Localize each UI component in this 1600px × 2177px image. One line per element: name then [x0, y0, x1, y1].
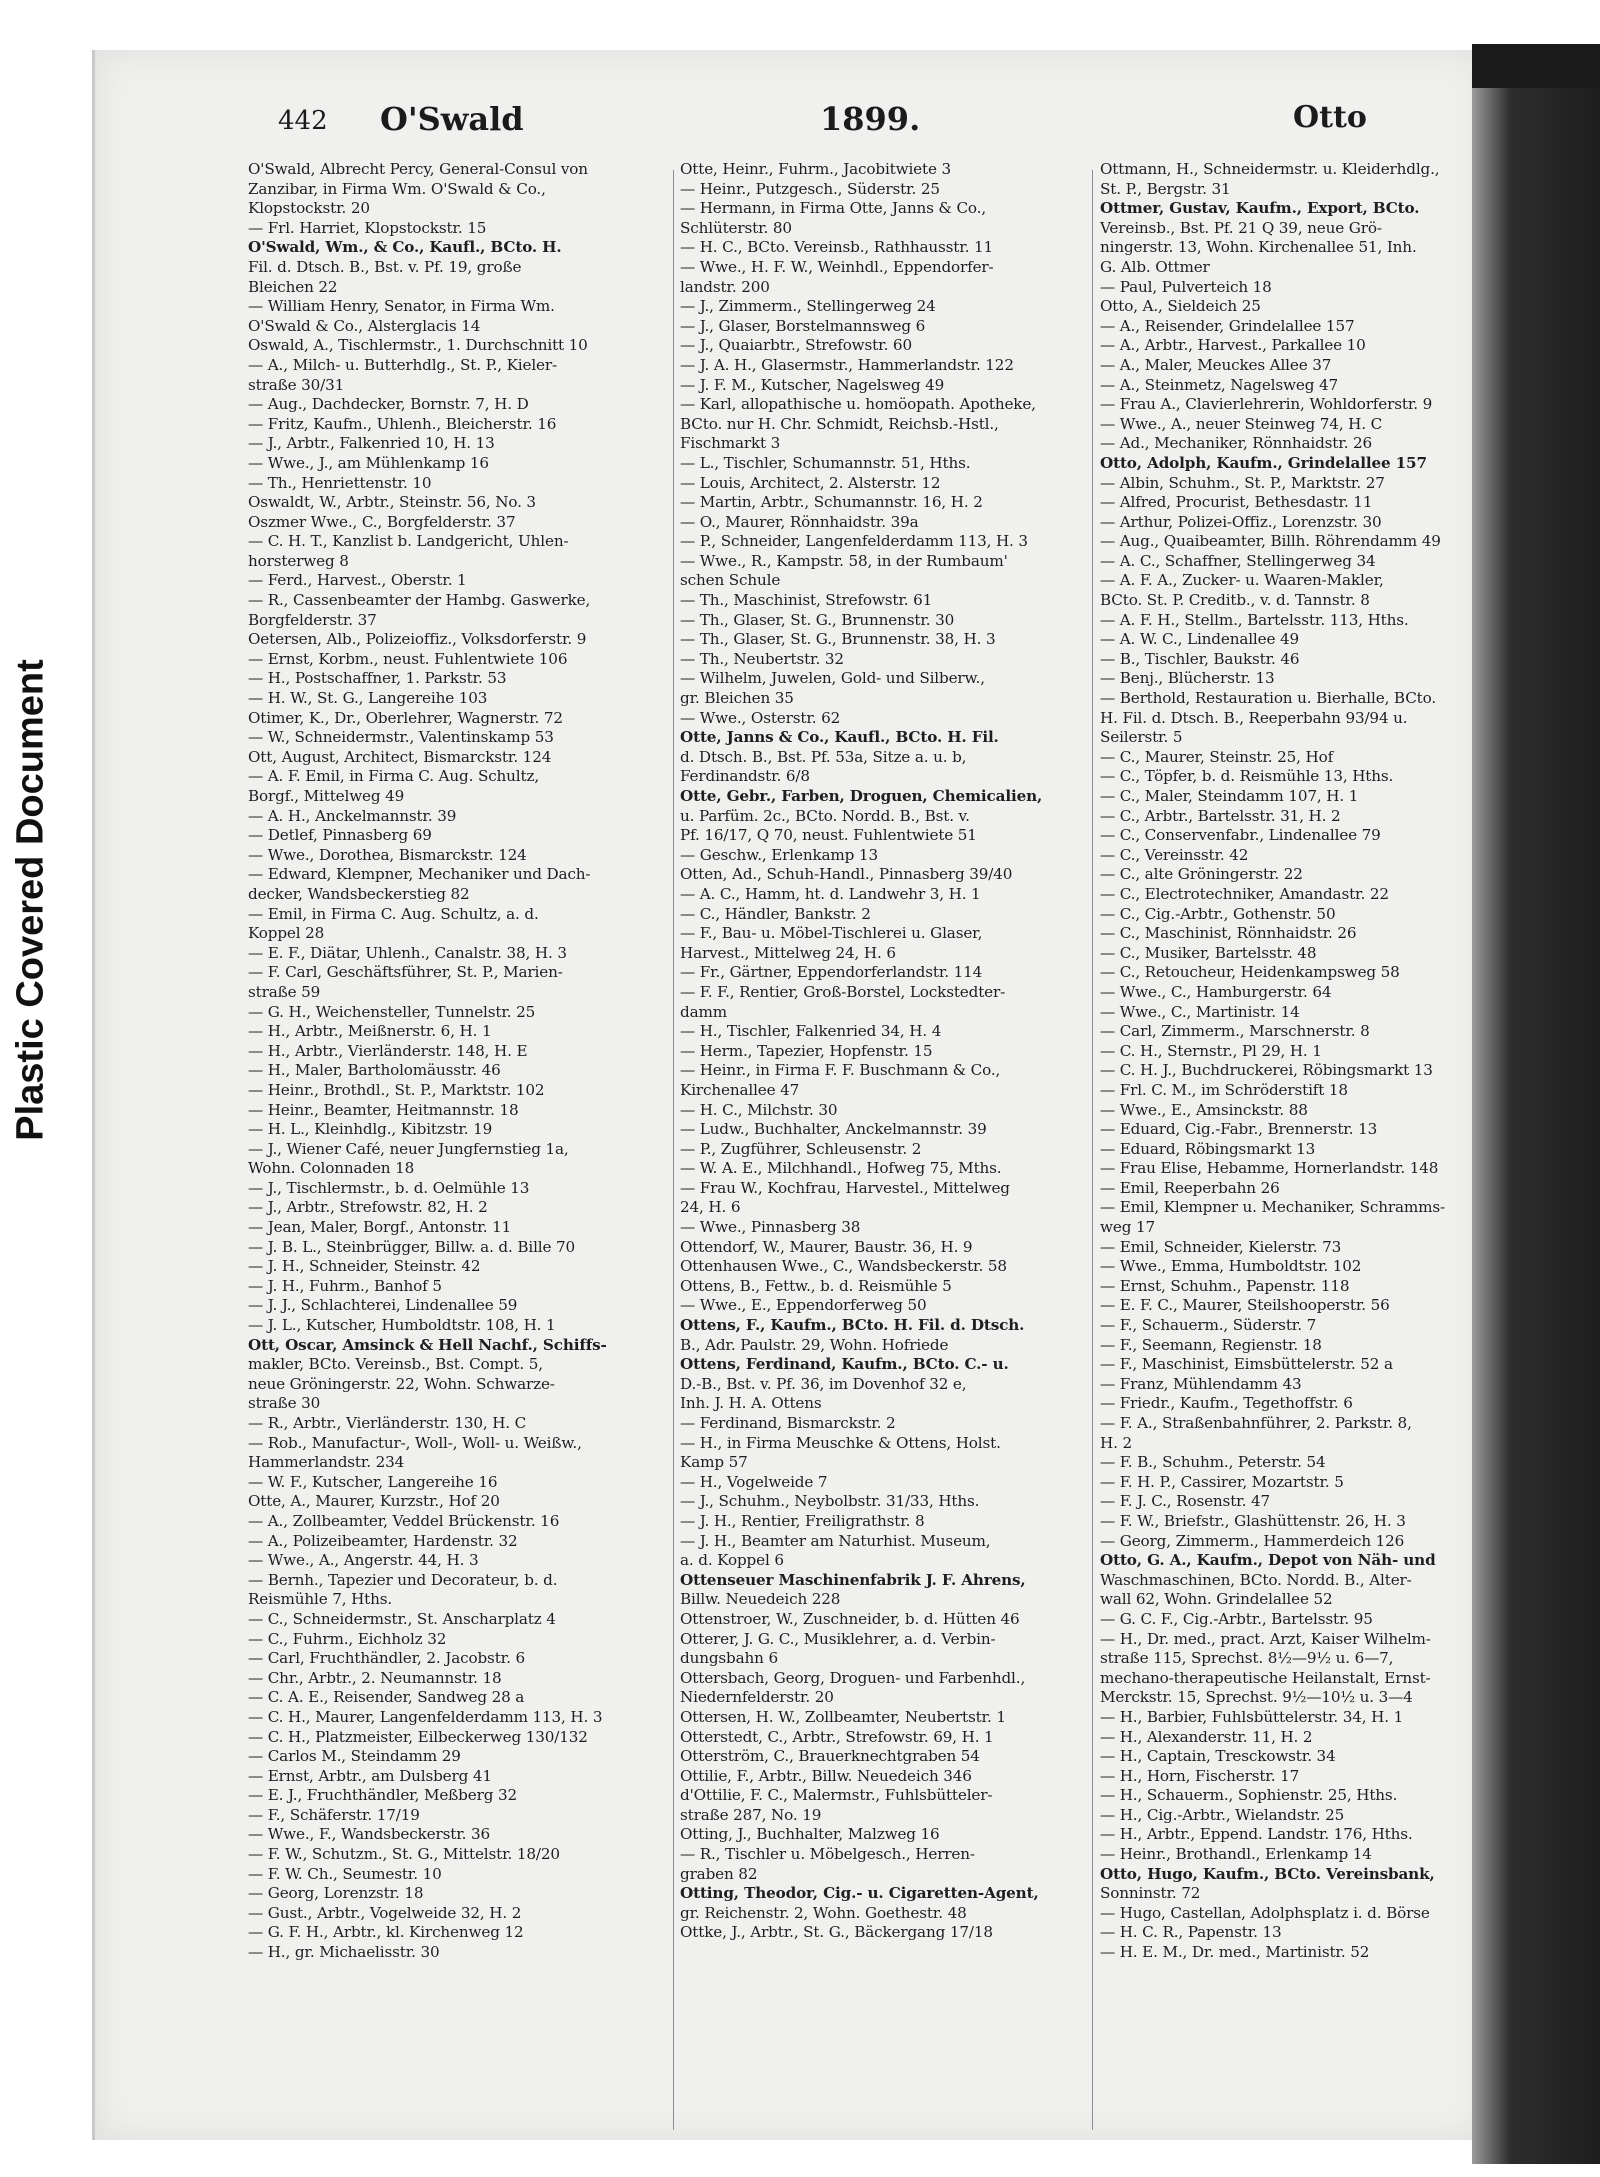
- directory-entry: — H., in Firma Meuschke & Ottens, Holst.: [680, 1433, 1001, 1452]
- directory-entry: — Wwe., E., Amsinckstr. 88: [1100, 1100, 1308, 1119]
- directory-entry: — C., Töpfer, b. d. Reismühle 13, Hths.: [1100, 767, 1394, 786]
- directory-entry: — Th., Glaser, St. G., Brunnenstr. 30: [680, 610, 955, 629]
- directory-entry: — A., Polizeibeamter, Hardenstr. 32: [248, 1531, 518, 1550]
- directory-entry: — H., Arbtr., Meißnerstr. 6, H. 1: [248, 1022, 492, 1041]
- directory-entry: — F. W., Briefstr., Glashüttenstr. 26, H. 3: [1100, 1511, 1406, 1530]
- directory-entry: — Franz, Mühlendamm 43: [1100, 1374, 1302, 1393]
- directory-entry: — H., Dr. med., pract. Arzt, Kaiser Wilhelm-: [1100, 1629, 1431, 1648]
- directory-entry: Oszmer Wwe., C., Borgfelderstr. 37: [248, 512, 516, 531]
- directory-entry: — G. C. F., Cig.-Arbtr., Bartelsstr. 95: [1100, 1609, 1373, 1628]
- directory-entry: neue Gröningerstr. 22, Wohn. Schwarze-: [248, 1374, 555, 1393]
- directory-entry: — Ad., Mechaniker, Rönnhaidstr. 26: [1100, 434, 1373, 453]
- directory-entry: — Herm., Tapezier, Hopfenstr. 15: [680, 1041, 933, 1060]
- directory-entry: — Ernst, Korbm., neust. Fuhlentwiete 106: [248, 649, 568, 668]
- directory-entry: — F. H. P., Cassirer, Mozartstr. 5: [1100, 1472, 1344, 1491]
- directory-entry: horsterweg 8: [248, 551, 349, 570]
- directory-entry: decker, Wandsbeckerstieg 82: [248, 884, 470, 903]
- directory-entry: — H. W., St. G., Langereihe 103: [248, 689, 488, 708]
- directory-entry: Wohn. Colonnaden 18: [248, 1159, 415, 1178]
- directory-entry: — C., Maurer, Steinstr. 25, Hof: [1100, 747, 1334, 766]
- directory-entry: — L., Tischler, Schumannstr. 51, Hths.: [680, 453, 971, 472]
- directory-entry: Otte, Heinr., Fuhrm., Jacobitwiete 3: [680, 160, 951, 178]
- directory-entry: H. 2: [1100, 1433, 1132, 1452]
- directory-entry: — F. F., Rentier, Groß-Borstel, Lockstedter-: [680, 982, 1006, 1001]
- directory-entry: Ferdinandstr. 6/8: [680, 767, 810, 786]
- directory-entry: straße 30: [248, 1394, 321, 1413]
- directory-entry: — Benj., Blücherstr. 13: [1100, 669, 1275, 688]
- header-year: 1899.: [820, 100, 921, 138]
- directory-entry: BCto. St. P. Creditb., v. d. Tannstr. 8: [1100, 591, 1370, 610]
- directory-entry: Koppel 28: [248, 924, 325, 943]
- directory-entry: — H., Cig.-Arbtr., Wielandstr. 25: [1100, 1805, 1345, 1824]
- directory-entry: — Wwe., R., Kampstr. 58, in der Rumbaum': [680, 551, 1008, 570]
- directory-entry: a. d. Koppel 6: [680, 1551, 784, 1570]
- directory-entry: weg 17: [1100, 1218, 1155, 1237]
- directory-entry: — H., gr. Michaelisstr. 30: [248, 1943, 440, 1962]
- directory-entry: Borgfelderstr. 37: [248, 610, 377, 629]
- directory-entry: — Carl, Fruchthändler, 2. Jacobstr. 6: [248, 1649, 525, 1668]
- directory-entry: — Wwe., J., am Mühlenkamp 16: [248, 453, 489, 472]
- directory-entry: — H. E. M., Dr. med., Martinistr. 52: [1100, 1943, 1370, 1962]
- directory-entry: — Georg, Lorenzstr. 18: [248, 1884, 424, 1903]
- directory-entry: — Emil, in Firma C. Aug. Schultz, a. d.: [248, 904, 539, 923]
- directory-entry: Kirchenallee 47: [680, 1080, 800, 1099]
- directory-entry: — J., Arbtr., Falkenried 10, H. 13: [248, 434, 495, 453]
- directory-entry: Inh. J. H. A. Ottens: [680, 1394, 822, 1413]
- directory-entry: Hammerlandstr. 234: [248, 1453, 405, 1472]
- directory-entry: — C., Cig.-Arbtr., Gothenstr. 50: [1100, 904, 1336, 923]
- directory-entry: — Berthold, Restauration u. Bierhalle, BCto.: [1100, 689, 1437, 708]
- directory-entry: — William Henry, Senator, in Firma Wm.: [248, 297, 555, 316]
- directory-entry: BCto. nur H. Chr. Schmidt, Reichsb.-Hstl.,: [680, 414, 999, 433]
- directory-entry: Ottenhausen Wwe., C., Wandsbeckerstr. 58: [680, 1257, 1007, 1276]
- directory-entry: Klopstockstr. 20: [248, 199, 370, 218]
- directory-entry: — F., Bau- u. Möbel-Tischlerei u. Glaser,: [680, 924, 983, 943]
- directory-entry: — C., Maschinist, Rönnhaidstr. 26: [1100, 924, 1357, 943]
- directory-entry: Vereinsb., Bst. Pf. 21 Q 39, neue Grö-: [1100, 218, 1382, 237]
- directory-entry: Otting, J., Buchhalter, Malzweg 16: [680, 1825, 940, 1844]
- directory-entry: — F. W. Ch., Seumestr. 10: [248, 1864, 442, 1883]
- directory-entry: — Geschw., Erlenkamp 13: [680, 845, 878, 864]
- directory-entry: Ottmer, Gustav, Kaufm., Export, BCto.: [1100, 199, 1420, 218]
- directory-entry: — Wwe., Pinnasberg 38: [680, 1218, 861, 1237]
- directory-entry: — Emil, Klempner u. Mechaniker, Schramms-: [1100, 1198, 1446, 1217]
- directory-entry: — J., Tischlermstr., b. d. Oelmühle 13: [248, 1178, 530, 1197]
- directory-entry: Zanzibar, in Firma Wm. O'Swald & Co.,: [248, 179, 546, 198]
- directory-entry: — C. H. T., Kanzlist b. Landgericht, Uhlen-: [248, 532, 569, 551]
- directory-entry: Oswald, A., Tischlermstr., 1. Durchschnitt 10: [248, 336, 588, 355]
- directory-entry: — C., Fuhrm., Eichholz 32: [248, 1629, 447, 1648]
- directory-entry: — R., Arbtr., Vierländerstr. 130, H. C: [248, 1414, 527, 1432]
- directory-entry: Sonninstr. 72: [1100, 1884, 1201, 1903]
- directory-entry: — H. C., Milchstr. 30: [680, 1100, 838, 1119]
- directory-entry: straße 30/31: [248, 375, 345, 394]
- directory-entry: — Emil, Reeperbahn 26: [1100, 1178, 1280, 1197]
- directory-entry: — Th., Maschinist, Strefowstr. 61: [680, 591, 933, 610]
- directory-entry: — Th., Henriettenstr. 10: [248, 473, 432, 492]
- directory-entry: Otto, Adolph, Kaufm., Grindelallee 157: [1100, 453, 1427, 472]
- directory-entry: — Edward, Klempner, Mechaniker und Dach-: [248, 865, 591, 884]
- directory-entry: — H., Horn, Fischerstr. 17: [1100, 1766, 1300, 1785]
- directory-entry: — F. B., Schuhm., Peterstr. 54: [1100, 1453, 1326, 1472]
- directory-entry: — Wwe., H. F. W., Weinhdl., Eppendorfer-: [680, 257, 994, 276]
- directory-entry: Borgf., Mittelweg 49: [248, 787, 405, 805]
- directory-entry: Ottersen, H. W., Zollbeamter, Neubertstr. 1: [680, 1707, 1006, 1726]
- directory-entry: — J. H., Rentier, Freiligrathstr. 8: [680, 1511, 925, 1530]
- directory-entry: — Wwe., Emma, Humboldtstr. 102: [1100, 1257, 1362, 1276]
- directory-entry: — A. F. Emil, in Firma C. Aug. Schultz,: [248, 767, 540, 786]
- directory-entry: — C. H., Platzmeister, Eilbeckerweg 130/132: [248, 1727, 588, 1746]
- directory-entry: graben 82: [680, 1864, 758, 1883]
- directory-entry: — J., Schuhm., Neybolbstr. 31/33, Hths.: [680, 1492, 980, 1511]
- directory-entry: — R., Tischler u. Möbelgesch., Herren-: [680, 1845, 975, 1864]
- directory-entry: Pf. 16/17, Q 70, neust. Fuhlentwiete 51: [680, 826, 977, 845]
- directory-entry: — J. J., Schlachterei, Lindenallee 59: [248, 1296, 518, 1315]
- directory-entry: — Alfred, Procurist, Bethesdastr. 11: [1100, 493, 1373, 512]
- directory-entry: — B., Tischler, Baukstr. 46: [1100, 649, 1300, 668]
- binding-edge-top: [1472, 44, 1600, 88]
- directory-entry: Otting, Theodor, Cig.- u. Cigaretten-Agent,: [680, 1884, 1039, 1903]
- directory-entry: — F. A., Straßenbahnführer, 2. Parkstr. 8,: [1100, 1414, 1412, 1432]
- directory-entry: — Heinr., Brothandl., Erlenkamp 14: [1100, 1845, 1372, 1864]
- directory-column-3: [1100, 160, 1530, 1963]
- directory-entry: — F. W., Schutzm., St. G., Mittelstr. 18/20: [248, 1845, 560, 1864]
- directory-entry: — H., Arbtr., Vierländerstr. 148, H. E: [248, 1041, 528, 1060]
- directory-entry: Bleichen 22: [248, 277, 338, 296]
- directory-entry: — A. H., Anckelmannstr. 39: [248, 806, 457, 825]
- directory-entry: — Fr., Gärtner, Eppendorferlandstr. 114: [680, 963, 983, 982]
- directory-entry: — Rob., Manufactur-, Woll-, Woll- u. Weißw.,: [248, 1433, 582, 1452]
- directory-entry: — H. C. R., Papenstr. 13: [1100, 1923, 1282, 1942]
- directory-entry: Reismühle 7, Hths.: [248, 1590, 393, 1609]
- directory-entry: — C., Vereinsstr. 42: [1100, 845, 1249, 864]
- directory-entry: — Ernst, Arbtr., am Dulsberg 41: [248, 1766, 492, 1785]
- directory-entry: Otte, A., Maurer, Kurzstr., Hof 20: [248, 1492, 500, 1511]
- directory-entry: Ott, August, Architect, Bismarckstr. 124: [248, 747, 552, 766]
- directory-entry: — P., Zugführer, Schleusenstr. 2: [680, 1139, 922, 1158]
- directory-entry: Ottens, B., Fettw., b. d. Reismühle 5: [680, 1276, 952, 1295]
- directory-entry: — Jean, Maler, Borgf., Antonstr. 11: [248, 1218, 512, 1237]
- directory-entry: G. Alb. Ottmer: [1100, 257, 1210, 276]
- directory-entry: — O., Maurer, Rönnhaidstr. 39a: [680, 512, 919, 531]
- document-type-label: Plastic Covered Document: [9, 659, 52, 1141]
- directory-entry: 24, H. 6: [680, 1198, 741, 1217]
- directory-entry: — P., Schneider, Langenfelderdamm 113, H. 3: [680, 532, 1028, 551]
- directory-entry: — A., Steinmetz, Nagelsweg 47: [1100, 375, 1338, 394]
- directory-entry: — C., Musiker, Bartelsstr. 48: [1100, 943, 1317, 962]
- directory-entry: — Heinr., Brothdl., St. P., Marktstr. 102: [248, 1080, 545, 1099]
- directory-entry: Otterer, J. G. C., Musiklehrer, a. d. Verbin-: [680, 1629, 996, 1648]
- directory-entry: — J. H., Beamter am Naturhist. Museum,: [680, 1531, 991, 1550]
- directory-entry: Schlüterstr. 80: [680, 218, 792, 237]
- directory-entry: Oetersen, Alb., Polizeioffiz., Volksdorferstr. 9: [248, 630, 587, 649]
- directory-entry: — Carl, Zimmerm., Marschnerstr. 8: [1100, 1022, 1370, 1041]
- directory-entry: B., Adr. Paulstr. 29, Wohn. Hofriede: [680, 1335, 949, 1354]
- directory-entry: St. P., Bergstr. 31: [1100, 179, 1231, 198]
- directory-entry: Otterstedt, C., Arbtr., Strefowstr. 69, H. 1: [680, 1727, 994, 1746]
- directory-entry: — C. H., Maurer, Langenfelderdamm 113, H. 3: [248, 1707, 603, 1726]
- directory-entry: — Wwe., Dorothea, Bismarckstr. 124: [248, 845, 527, 864]
- directory-entry: — Paul, Pulverteich 18: [1100, 277, 1272, 296]
- directory-entry: — Ferd., Harvest., Oberstr. 1: [248, 571, 467, 590]
- directory-entry: Ottens, Ferdinand, Kaufm., BCto. C.- u.: [680, 1355, 1009, 1374]
- directory-entry: — Louis, Architect, 2. Alsterstr. 12: [680, 473, 941, 492]
- directory-entry: — Frl. Harriet, Klopstockstr. 15: [248, 218, 487, 237]
- directory-entry: — Eduard, Cig.-Fabr., Brennerstr. 13: [1100, 1120, 1378, 1139]
- directory-entry: — Karl, allopathische u. homöopath. Apotheke,: [680, 395, 1036, 414]
- directory-entry: Ottke, J., Arbtr., St. G., Bäckergang 17/18: [680, 1923, 993, 1942]
- directory-entry: — H., Vogelweide 7: [680, 1472, 828, 1491]
- header-right-name: Otto: [1293, 100, 1367, 135]
- directory-entry: — F., Maschinist, Eimsbüttelerstr. 52 a: [1100, 1355, 1393, 1374]
- directory-entry: — Heinr., Putzgesch., Süderstr. 25: [680, 179, 940, 198]
- directory-entry: — H., Barbier, Fuhlsbüttelerstr. 34, H. 1: [1100, 1707, 1404, 1726]
- directory-entry: — Wilhelm, Juwelen, Gold- und Silberw.,: [680, 669, 985, 688]
- directory-column-1: [248, 160, 678, 1963]
- directory-entry: Merckstr. 15, Sprechst. 9½—10½ u. 3—4: [1100, 1688, 1413, 1707]
- directory-entry: — E. J., Fruchthändler, Meßberg 32: [248, 1786, 517, 1805]
- directory-entry: — Frau A., Clavierlehrerin, Wohldorferstr. 9: [1100, 395, 1433, 414]
- directory-entry: — F., Seemann, Regienstr. 18: [1100, 1335, 1322, 1354]
- directory-entry: — A. W. C., Lindenallee 49: [1100, 630, 1300, 649]
- directory-entry: — Martin, Arbtr., Schumannstr. 16, H. 2: [680, 493, 983, 512]
- directory-entry: — F., Schäferstr. 17/19: [248, 1805, 420, 1824]
- directory-entry: — Wwe., C., Martinistr. 14: [1100, 1002, 1300, 1021]
- directory-entry: Otte, Janns & Co., Kaufl., BCto. H. Fil.: [680, 728, 999, 747]
- directory-entry: — C. H., Sternstr., Pl 29, H. 1: [1100, 1041, 1322, 1060]
- directory-entry: Seilerstr. 5: [1100, 728, 1183, 747]
- directory-entry: — J. F. M., Kutscher, Nagelsweg 49: [680, 375, 945, 394]
- directory-entry: — G. F. H., Arbtr., kl. Kirchenweg 12: [248, 1923, 524, 1942]
- directory-entry: — Eduard, Röbingsmarkt 13: [1100, 1139, 1316, 1158]
- directory-entry: — J. B. L., Steinbrügger, Billw. a. d. Bille 70: [248, 1237, 576, 1256]
- directory-entry: Otto, A., Sieldeich 25: [1100, 297, 1261, 316]
- directory-entry: — Frau Elise, Hebamme, Hornerlandstr. 148: [1100, 1159, 1439, 1178]
- directory-entry: — H., Schauerm., Sophienstr. 25, Hths.: [1100, 1786, 1398, 1805]
- directory-entry: — Th., Neubertstr. 32: [680, 649, 844, 668]
- directory-entry: — C., Electrotechniker, Amandastr. 22: [1100, 884, 1389, 903]
- page-number: 442: [278, 106, 328, 136]
- directory-entry: — Arthur, Polizei-Offiz., Lorenzstr. 30: [1100, 512, 1382, 531]
- directory-entry: — Georg, Zimmerm., Hammerdeich 126: [1100, 1531, 1405, 1550]
- directory-entry: — Heinr., in Firma F. F. Buschmann & Co.,: [680, 1061, 1001, 1080]
- directory-entry: — A. F. H., Stellm., Bartelsstr. 113, Hths.: [1100, 610, 1409, 629]
- directory-entry: d'Ottilie, F. C., Malermstr., Fuhlsbütteler-: [680, 1786, 993, 1805]
- directory-entry: Ottersbach, Georg, Droguen- und Farbenhdl.,: [680, 1668, 1026, 1687]
- directory-entry: — H. L., Kleinhdlg., Kibitzstr. 19: [248, 1120, 493, 1139]
- directory-entry: — C., Schneidermstr., St. Anscharplatz 4: [248, 1609, 556, 1628]
- directory-entry: — E. F., Diätar, Uhlenh., Canalstr. 38, H. 3: [248, 943, 567, 962]
- directory-entry: Ottenstroer, W., Zuschneider, b. d. Hütten 46: [680, 1609, 1020, 1628]
- directory-entry: Kamp 57: [680, 1453, 748, 1472]
- directory-entry: Fischmarkt 3: [680, 434, 781, 453]
- directory-entry: Ott, Oscar, Amsinck & Hell Nachf., Schiffs-: [248, 1335, 607, 1354]
- directory-entry: — H. C., BCto. Vereinsb., Rathhausstr. 11: [680, 238, 994, 257]
- directory-entry: — Bernh., Tapezier und Decorateur, b. d.: [248, 1570, 558, 1589]
- directory-entry: gr. Reichenstr. 2, Wohn. Goethestr. 48: [680, 1903, 967, 1922]
- header-left-name: O'Swald: [380, 100, 524, 138]
- directory-entry: — Aug., Quaibeamter, Billh. Röhrendamm 49: [1100, 532, 1441, 551]
- directory-entry: Fil. d. Dtsch. B., Bst. v. Pf. 19, große: [248, 257, 522, 276]
- directory-entry: — C., Händler, Bankstr. 2: [680, 904, 871, 923]
- directory-entry: O'Swald & Co., Alsterglacis 14: [248, 316, 481, 335]
- directory-entry: O'Swald, Albrecht Percy, General-Consul von: [248, 160, 588, 178]
- directory-entry: Oswaldt, W., Arbtr., Steinstr. 56, No. 3: [248, 493, 536, 512]
- directory-entry: — C. A. E., Reisender, Sandweg 28 a: [248, 1688, 525, 1707]
- directory-entry: — Emil, Schneider, Kielerstr. 73: [1100, 1237, 1342, 1256]
- directory-entry: Otto, G. A., Kaufm., Depot von Näh- und: [1100, 1551, 1436, 1570]
- directory-entry: — G. H., Weichensteller, Tunnelstr. 25: [248, 1002, 536, 1021]
- directory-entry: — C., Retoucheur, Heidenkampsweg 58: [1100, 963, 1400, 982]
- directory-entry: d. Dtsch. B., Bst. Pf. 53a, Sitze a. u. b,: [680, 747, 967, 766]
- directory-entry: — Frl. C. M., im Schröderstift 18: [1100, 1080, 1348, 1099]
- directory-entry: — Wwe., F., Wandsbeckerstr. 36: [248, 1825, 491, 1844]
- directory-entry: Ottens, F., Kaufm., BCto. H. Fil. d. Dtsch.: [680, 1316, 1025, 1335]
- directory-entry: — F. Carl, Geschäftsführer, St. P., Marien-: [248, 963, 563, 982]
- directory-entry: — H., Alexanderstr. 11, H. 2: [1100, 1727, 1313, 1746]
- directory-entry: — Chr., Arbtr., 2. Neumannstr. 18: [248, 1668, 502, 1687]
- directory-entry: — Fritz, Kaufm., Uhlenh., Bleicherstr. 16: [248, 414, 557, 433]
- directory-entry: — Ludw., Buchhalter, Anckelmannstr. 39: [680, 1120, 987, 1139]
- directory-entry: makler, BCto. Vereinsb., Bst. Compt. 5,: [248, 1355, 543, 1374]
- directory-entry: Otten, Ad., Schuh-Handl., Pinnasberg 39/40: [680, 865, 1013, 884]
- directory-entry: — E. F. C., Maurer, Steilshooperstr. 56: [1100, 1296, 1390, 1315]
- directory-entry: — Gust., Arbtr., Vogelweide 32, H. 2: [248, 1903, 522, 1922]
- directory-entry: — J., Arbtr., Strefowstr. 82, H. 2: [248, 1198, 488, 1217]
- directory-entry: — Wwe., A., Angerstr. 44, H. 3: [248, 1551, 479, 1570]
- directory-entry: Ottenseuer Maschinenfabrik J. F. Ahrens,: [680, 1570, 1026, 1589]
- directory-entry: — Ferdinand, Bismarckstr. 2: [680, 1414, 896, 1432]
- directory-entry: — H., Arbtr., Eppend. Landstr. 176, Hths.: [1100, 1825, 1413, 1844]
- directory-entry: Niedernfelderstr. 20: [680, 1688, 834, 1707]
- directory-entry: straße 59: [248, 982, 321, 1001]
- directory-entry: — F. J. C., Rosenstr. 47: [1100, 1492, 1270, 1511]
- directory-entry: — C., Maler, Steindamm 107, H. 1: [1100, 787, 1359, 805]
- directory-entry: — F., Schauerm., Süderstr. 7: [1100, 1316, 1317, 1335]
- directory-entry: — W., Schneidermstr., Valentinskamp 53: [248, 728, 554, 747]
- directory-entry: — C., Arbtr., Bartelsstr. 31, H. 2: [1100, 806, 1341, 825]
- directory-entry: Harvest., Mittelweg 24, H. 6: [680, 943, 896, 962]
- directory-entry: — W. F., Kutscher, Langereihe 16: [248, 1472, 498, 1491]
- directory-entry: — A., Reisender, Grindelallee 157: [1100, 316, 1355, 335]
- directory-entry: — C., Conservenfabr., Lindenallee 79: [1100, 826, 1381, 845]
- directory-entry: ningerstr. 13, Wohn. Kirchenallee 51, Inh.: [1100, 238, 1417, 257]
- directory-entry: — Wwe., Osterstr. 62: [680, 708, 841, 727]
- directory-entry: — A. C., Hamm, ht. d. Landwehr 3, H. 1: [680, 884, 981, 903]
- directory-entry: — A., Milch- u. Butterhdlg., St. P., Kieler-: [248, 355, 557, 374]
- directory-column-2: [680, 160, 1110, 1943]
- directory-entry: Ottmann, H., Schneidermstr. u. Kleiderhdlg.,: [1100, 160, 1440, 178]
- directory-entry: Otte, Gebr., Farben, Droguen, Chemicalien,: [680, 787, 1043, 805]
- directory-entry: damm: [680, 1002, 727, 1021]
- directory-entry: dungsbahn 6: [680, 1649, 778, 1668]
- directory-entry: Otimer, K., Dr., Oberlehrer, Wagnerstr. 72: [248, 708, 563, 727]
- directory-entry: Ottendorf, W., Maurer, Baustr. 36, H. 9: [680, 1237, 973, 1256]
- directory-entry: straße 115, Sprechst. 8½—9½ u. 6—7,: [1100, 1649, 1394, 1668]
- directory-entry: Ottilie, F., Arbtr., Billw. Neuedeich 346: [680, 1766, 972, 1785]
- directory-entry: — C., alte Gröningerstr. 22: [1100, 865, 1303, 884]
- directory-entry: O'Swald, Wm., & Co., Kaufl., BCto. H.: [248, 238, 562, 257]
- directory-entry: — W. A. E., Milchhandl., Hofweg 75, Mths.: [680, 1159, 1002, 1178]
- directory-entry: — R., Cassenbeamter der Hambg. Gaswerke,: [248, 591, 591, 610]
- directory-entry: u. Parfüm. 2c., BCto. Nordd. B., Bst. v.: [680, 806, 970, 825]
- sidebar-label-strip: [0, 0, 62, 2177]
- directory-entry: — Aug., Dachdecker, Bornstr. 7, H. D: [248, 395, 529, 414]
- directory-entry: — Wwe., C., Hamburgerstr. 64: [1100, 982, 1332, 1001]
- directory-entry: — A., Arbtr., Harvest., Parkallee 10: [1100, 336, 1366, 355]
- directory-entry: Otto, Hugo, Kaufm., BCto. Vereinsbank,: [1100, 1864, 1435, 1883]
- directory-entry: — Frau W., Kochfrau, Harvestel., Mittelweg: [680, 1178, 1010, 1197]
- directory-entry: gr. Bleichen 35: [680, 689, 794, 708]
- directory-entry: wall 62, Wohn. Grindelallee 52: [1100, 1590, 1333, 1609]
- directory-entry: — Hugo, Castellan, Adolphsplatz i. d. Börse: [1100, 1903, 1430, 1922]
- directory-entry: — H., Tischler, Falkenried 34, H. 4: [680, 1022, 942, 1041]
- directory-entry: — J., Zimmerm., Stellingerweg 24: [680, 297, 936, 316]
- directory-entry: Waschmaschinen, BCto. Nordd. B., Alter-: [1100, 1570, 1412, 1589]
- directory-entry: — Carlos M., Steindamm 29: [248, 1747, 461, 1766]
- directory-entry: — H., Postschaffner, 1. Parkstr. 53: [248, 669, 507, 688]
- directory-entry: mechano-therapeutische Heilanstalt, Ernst-: [1100, 1668, 1431, 1687]
- directory-entry: D.-B., Bst. v. Pf. 36, im Dovenhof 32 e,: [680, 1374, 967, 1393]
- page-header: [230, 100, 1430, 156]
- directory-entry: — Wwe., A., neuer Steinweg 74, H. C: [1100, 414, 1383, 433]
- directory-entry: — A., Zollbeamter, Veddel Brückenstr. 16: [248, 1511, 560, 1530]
- directory-entry: — Ernst, Schuhm., Papenstr. 118: [1100, 1276, 1350, 1295]
- directory-entry: — Friedr., Kaufm., Tegethoffstr. 6: [1100, 1394, 1353, 1413]
- directory-entry: — Th., Glaser, St. G., Brunnenstr. 38, H. 3: [680, 630, 996, 649]
- directory-entry: H. Fil. d. Dtsch. B., Reeperbahn 93/94 u.: [1100, 708, 1408, 727]
- directory-entry: — J. A. H., Glasermstr., Hammerlandstr. 122: [680, 355, 1014, 374]
- directory-entry: — Hermann, in Firma Otte, Janns & Co.,: [680, 199, 987, 218]
- directory-entry: — H., Captain, Tresckowstr. 34: [1100, 1747, 1336, 1766]
- directory-entry: — Albin, Schuhm., St. P., Marktstr. 27: [1100, 473, 1385, 492]
- directory-entry: — J. H., Schneider, Steinstr. 42: [248, 1257, 481, 1276]
- directory-entry: schen Schule: [680, 571, 781, 590]
- directory-entry: — Heinr., Beamter, Heitmannstr. 18: [248, 1100, 519, 1119]
- directory-entry: — J. L., Kutscher, Humboldtstr. 108, H. 1: [248, 1316, 556, 1335]
- directory-entry: — A. F. A., Zucker- u. Waaren-Makler,: [1100, 571, 1384, 590]
- directory-entry: — A. C., Schaffner, Stellingerweg 34: [1100, 551, 1376, 570]
- directory-entry: Otterström, C., Brauerknechtgraben 54: [680, 1747, 980, 1766]
- directory-entry: landstr. 200: [680, 277, 770, 296]
- directory-entry: — Detlef, Pinnasberg 69: [248, 826, 432, 845]
- directory-entry: — J. H., Fuhrm., Banhof 5: [248, 1276, 442, 1295]
- directory-entry: straße 287, No. 19: [680, 1805, 822, 1824]
- directory-entry: — J., Wiener Café, neuer Jungfernstieg 1a,: [248, 1139, 569, 1158]
- directory-entry: — A., Maler, Meuckes Allee 37: [1100, 355, 1332, 374]
- directory-entry: — J., Glaser, Borstelmannsweg 6: [680, 316, 926, 335]
- directory-entry: — J., Quaiarbtr., Strefowstr. 60: [680, 336, 912, 355]
- directory-entry: Billw. Neuedeich 228: [680, 1590, 841, 1609]
- directory-entry: — H., Maler, Bartholomäusstr. 46: [248, 1061, 501, 1080]
- directory-entry: — C. H. J., Buchdruckerei, Röbingsmarkt 13: [1100, 1061, 1433, 1080]
- directory-entry: — Wwe., E., Eppendorferweg 50: [680, 1296, 927, 1315]
